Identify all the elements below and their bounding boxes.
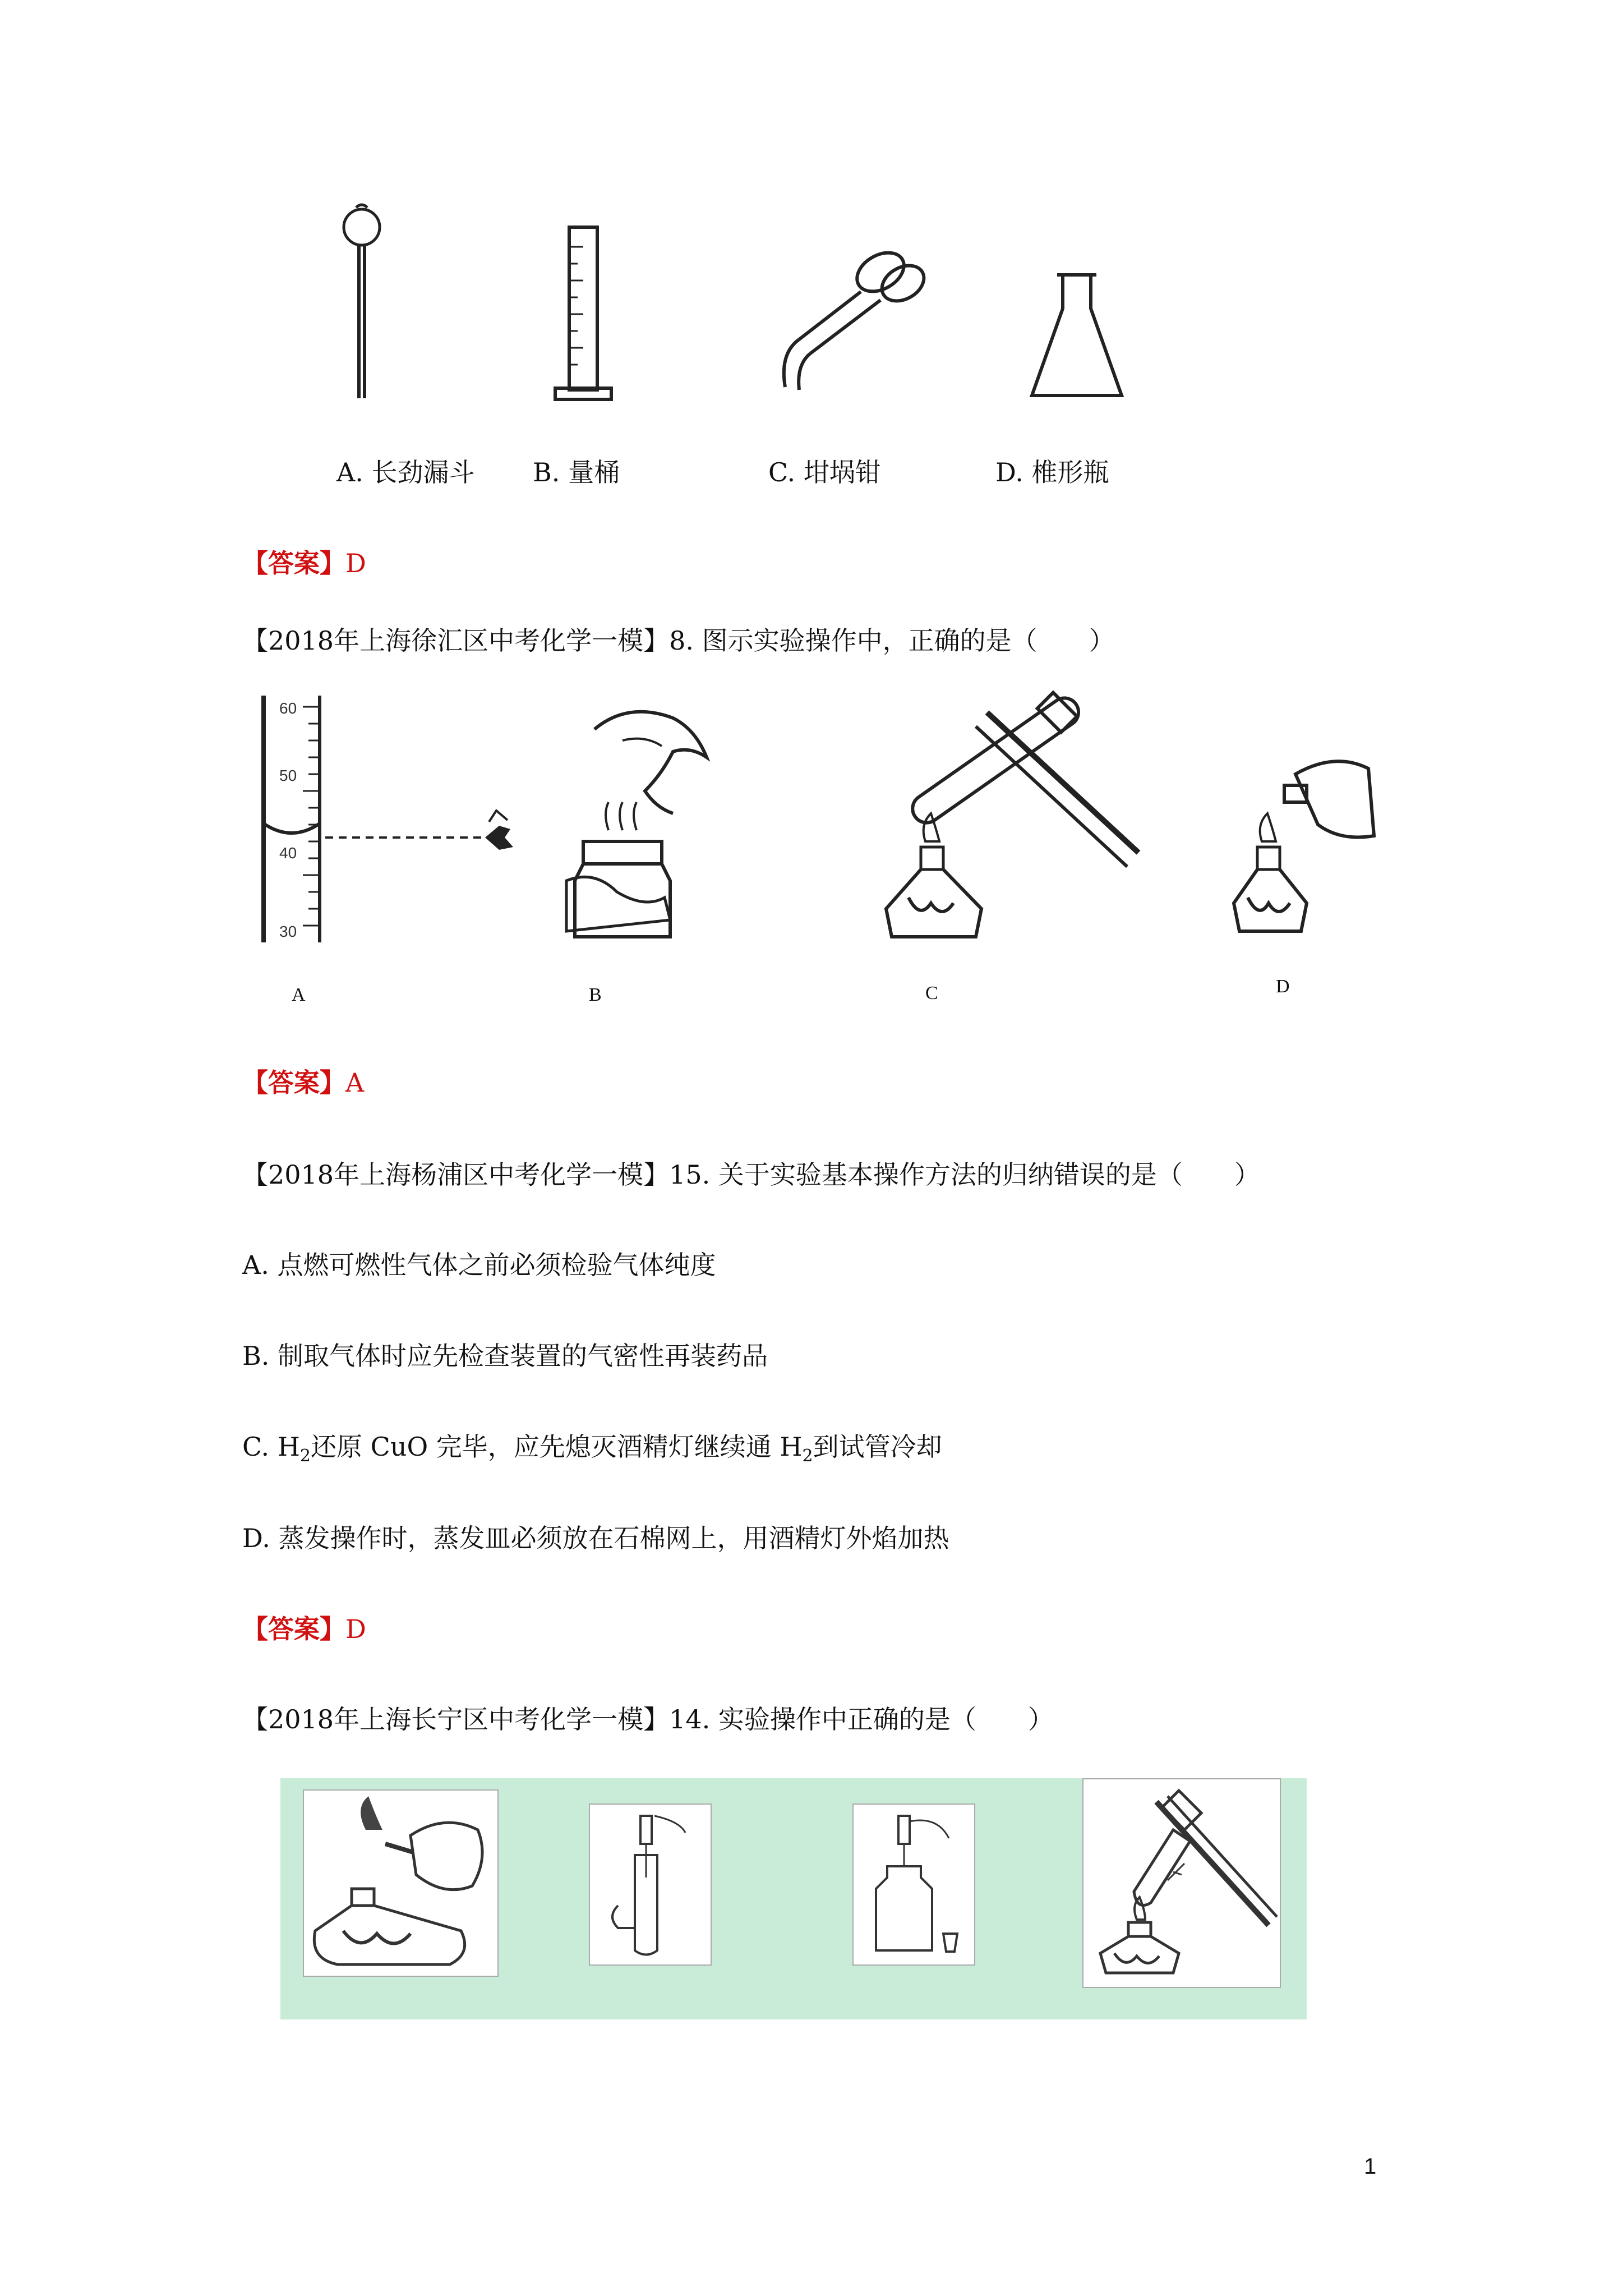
question-stem-q15: 【2018年上海杨浦区中考化学一模】15. 关于实验基本操作方法的归纳错误的是（ ）	[242, 1159, 1260, 1190]
option-text: 坩埚钳	[803, 457, 881, 487]
option-text: 量桶	[568, 457, 620, 487]
option-d	[995, 455, 1109, 489]
answer-q7	[242, 546, 366, 580]
figure-label-a: A	[292, 984, 306, 1005]
question-stem-q14: 【2018年上海长宁区中考化学一模】14. 实验操作中正确的是（ ）	[242, 1704, 1054, 1734]
q15-option-c-part2: 还原 CuO 完毕，应先熄灭酒精灯继续通 H	[311, 1432, 803, 1462]
subscript: 2	[802, 1446, 813, 1466]
option-letter: D.	[995, 457, 1023, 487]
photo-heating-tube	[1082, 1778, 1281, 1988]
q15-option-c-part3: 到试管冷却	[813, 1432, 942, 1462]
answer-label: 【答案】	[242, 1614, 345, 1644]
tick-label: 30	[279, 923, 297, 940]
q15-option-d: D. 蒸发操作时，蒸发皿必须放在石棉网上，用酒精灯外焰加热	[242, 1523, 949, 1553]
tick-label: 40	[279, 844, 297, 862]
option-a	[336, 455, 474, 489]
heating-tube-drawing	[1083, 1779, 1280, 1987]
figure-c-heating-test-tube	[875, 696, 1155, 954]
photo-dropper-into-bottle	[852, 1803, 975, 1966]
q14-figure-panel	[280, 1778, 1307, 2019]
option-letter: A.	[336, 457, 363, 487]
long-neck-funnel-figure	[336, 202, 387, 404]
conical-flask-figure	[1026, 269, 1127, 404]
photo-lighting-alcohol-lamp	[303, 1789, 499, 1977]
tick-label: 60	[279, 700, 297, 717]
option-text: 长劲漏斗	[371, 457, 475, 487]
dropper-drawing	[590, 1805, 711, 1964]
crucible-tongs-figure	[768, 241, 937, 398]
q15-option-c	[242, 1430, 942, 1473]
question-stem-q8: 【2018年上海徐汇区中考化学一模】8. 图示实验操作中，正确的是（ ）	[242, 625, 1115, 656]
figure-b-smelling-gas	[561, 696, 729, 954]
lamp-lighting-drawing	[304, 1791, 497, 1976]
q15-option-a: A. 点燃可燃性气体之前必须检验气体纯度	[242, 1250, 716, 1280]
figure-label-c: C	[925, 983, 938, 1004]
answer-value: A	[345, 1068, 365, 1098]
option-letter: B.	[533, 457, 560, 487]
answer-q15	[242, 1612, 366, 1646]
graduated-cylinder-figure	[552, 224, 614, 404]
figure-label-b: B	[589, 984, 602, 1005]
photo-dropper-into-tube	[589, 1803, 712, 1966]
option-letter: C.	[768, 457, 796, 487]
answer-label: 【答案】	[242, 1068, 345, 1098]
answer-value: D	[345, 1614, 366, 1644]
q15-option-c-part1: C. H	[242, 1432, 300, 1462]
answer-q8	[242, 1066, 364, 1099]
option-c	[768, 455, 881, 489]
q15-option-b: B. 制取气体时应先检查装置的气密性再装药品	[242, 1341, 768, 1371]
page-number: 1	[1364, 2154, 1377, 2179]
answer-label: 【答案】	[242, 548, 345, 578]
bottle-dropper-drawing	[854, 1805, 974, 1964]
subscript: 2	[299, 1446, 311, 1466]
option-b	[533, 455, 620, 489]
answer-value: D	[345, 548, 366, 578]
figure-label-d: D	[1276, 976, 1290, 997]
figure-d-adding-alcohol	[1228, 724, 1396, 948]
option-text: 椎形瓶	[1031, 457, 1109, 487]
tick-label: 50	[279, 767, 297, 784]
figure-a-reading-cylinder	[258, 696, 527, 954]
